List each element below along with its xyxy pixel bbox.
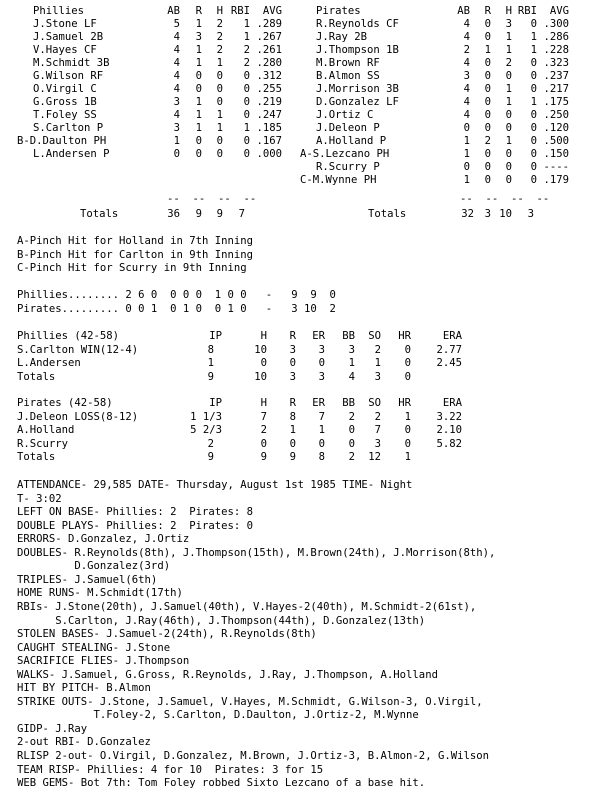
phillies_box-stat-cell: 1 (216, 109, 223, 121)
pirates_box-stat-cell: .323 (543, 57, 569, 69)
phillies_box-stat-cell: .219 (256, 96, 282, 108)
phillies_box-stat-cell: 1 (243, 18, 250, 30)
phillies_box-stat-cell: 4 (173, 109, 180, 121)
pirates_box-stat-cell: 1 (463, 135, 470, 147)
phillies_pitching-stat-cell: 2.45 (436, 357, 462, 369)
phillies_box-stat-cell: 1 (195, 57, 202, 69)
pirates_pitching-header: Pirates (42-58) (17, 397, 113, 409)
phillies_box-team-header: Phillies (33, 5, 85, 17)
pirates-total-value: 3 (527, 208, 534, 220)
pirates_box-stat-cell: 0 (484, 174, 491, 186)
pinch-hit-note: B-Pinch Hit for Carlton in 9th Inning (17, 248, 253, 261)
pirates_box-player-name: M.Brown RF (316, 57, 380, 69)
phillies_box-stat-cell: .261 (256, 44, 282, 56)
game-note-line: ATTENDANCE- 29,585 DATE- Thursday, August 1st 1985 TIME- Night (17, 479, 413, 491)
pirates_box-stat-cell: 1 (505, 83, 512, 95)
pirates_pitching-stat-cell: 0 (318, 437, 325, 450)
pirates_box-stat-cell: 2 (484, 135, 491, 147)
pirates_pitching-col-header: ERA (442, 397, 462, 409)
game-note-line: T- 3:02 (17, 492, 62, 505)
phillies_pitching-col-header: R (289, 330, 296, 342)
pirates_pitching-col-header: HR (398, 397, 411, 409)
pirates_pitching-stat-cell: 9 (207, 451, 214, 463)
phillies_pitching-stat-cell: 0 (404, 370, 411, 383)
phillies-total-value: 7 (238, 208, 245, 220)
pirates_box-player-name: J.Deleon P (316, 122, 380, 134)
phillies_pitching-stat-cell: 0 (260, 357, 267, 369)
game-note-line: CAUGHT STEALING- J.Stone (17, 641, 171, 654)
phillies_box-stat-cell: 3 (173, 122, 180, 134)
pirates_box-col-header: H (505, 5, 512, 17)
phillies_box-stat-cell: 0 (243, 70, 250, 82)
phillies_pitching-stat-cell: 3 (289, 343, 296, 356)
game-note-line: RBIs- J.Stone(20th), J.Samuel(40th), V.Hayes-2(40th), M.Schmidt-2(61st), (17, 600, 477, 613)
phillies_pitching-stat-cell: 3 (289, 370, 296, 383)
phillies_pitching-stat-cell: 3 (348, 343, 355, 356)
pirates_box-stat-cell: 0 (530, 18, 537, 30)
phillies_box-stat-cell: .247 (256, 109, 282, 121)
phillies_box-stat-cell: .167 (256, 135, 282, 147)
phillies_pitching-stat-cell: 0 (318, 357, 325, 369)
pirates_box-stat-cell: 0 (484, 18, 491, 30)
phillies_box-stat-cell: 1 (195, 122, 202, 134)
pirates_box-stat-cell: 0 (484, 109, 491, 121)
pirates_box-stat-cell: 3 (463, 70, 470, 82)
pirates_box-player-name: R.Scurry P (316, 161, 380, 173)
phillies_box-stat-cell: 0 (243, 135, 250, 147)
phillies-totals-label: Totals (80, 208, 119, 220)
pirates_box-col-header: RBI (517, 5, 537, 17)
pirates_box-stat-cell: 0 (463, 122, 470, 134)
phillies_box-stat-cell: 4 (173, 57, 180, 69)
pirates_box-stat-cell: 0 (530, 122, 537, 134)
pirates_pitching-stat-cell: 2 (348, 451, 355, 463)
phillies_box-stat-cell: 0 (195, 135, 202, 147)
pirates_box-player-name: J.Ortiz C (316, 109, 374, 121)
phillies_pitching-header: Phillies (42-58) (17, 330, 120, 342)
pirates_box-stat-cell: 0 (505, 148, 512, 160)
pirates_box-stat-cell: ---- (543, 161, 569, 173)
pirates_box-stat-cell: .217 (543, 83, 569, 95)
pirates_box-stat-cell: 0 (530, 135, 537, 147)
pirates_box-stat-cell: 0 (484, 31, 491, 43)
game-note-line: GIDP- J.Ray (17, 722, 88, 735)
pirates_box-stat-cell: 4 (463, 57, 470, 69)
game-note-line: TEAM RISP- Phillies: 4 for 10 Pirates: 3 for 15 (17, 763, 324, 776)
pirates_box-stat-cell: 0 (505, 109, 512, 121)
phillies_box-stat-cell: 2 (216, 31, 223, 43)
phillies_pitching-stat-cell: 2.77 (436, 343, 462, 356)
pirates_box-stat-cell: 1 (530, 31, 537, 43)
phillies_box-stat-cell: 0 (173, 148, 180, 160)
pirates_box-player-name: A.Holland P (316, 135, 387, 147)
pirates_box-stat-cell: 1 (530, 44, 537, 56)
phillies_pitching-stat-cell: 8 (207, 343, 214, 356)
pirates_box-stat-cell: 4 (463, 96, 470, 108)
phillies_pitching-col-header: ERA (442, 330, 462, 342)
phillies_box-stat-cell: 1 (195, 18, 202, 30)
phillies_pitching-stat-cell: 0 (289, 357, 296, 369)
phillies_box-player-name: M.Schmidt 3B (33, 57, 110, 69)
phillies_box-player-name: S.Carlton P (33, 122, 104, 134)
pirates_box-stat-cell: 4 (463, 18, 470, 30)
pirates_pitching-pitcher-name: J.Deleon LOSS(8-12) (17, 410, 139, 423)
pirates_pitching-stat-cell: 3.22 (436, 410, 462, 423)
pirates_box-stat-cell: 3 (505, 18, 512, 30)
pirates_pitching-stat-cell: 0 (404, 437, 411, 450)
pirates_pitching-stat-cell: 3 (374, 437, 381, 450)
pirates_pitching-stat-cell: 1 (289, 424, 296, 436)
pirates_box-stat-cell: 1 (530, 96, 537, 108)
phillies_pitching-stat-cell: 3 (318, 343, 325, 356)
phillies-total-value: 9 (216, 208, 223, 220)
pirates_box-player-name: D.Gonzalez LF (316, 96, 399, 108)
phillies_box-stat-cell: 0 (216, 70, 223, 82)
pirates_pitching-stat-cell: 0 (348, 437, 355, 450)
phillies_box-col-header: AB (167, 5, 180, 17)
phillies_box-player-name: J.Samuel 2B (33, 31, 104, 43)
phillies_box-stat-cell: .289 (256, 18, 282, 30)
pirates_box-stat-cell: 1 (505, 31, 512, 43)
game-note-line: T.Foley-2, S.Carlton, D.Daulton, J.Ortiz-2, M.Wynne (17, 709, 419, 722)
pirates_box-stat-cell: 0 (463, 161, 470, 173)
game-note-line: WEB GEMS- Bot 7th: Tom Foley robbed Sixto Lezcano of a base hit. (17, 777, 426, 790)
phillies_box-stat-cell: 0 (243, 109, 250, 121)
game-note-line: WALKS- J.Samuel, G.Gross, R.Reynolds, J.Ray, J.Thompson, A.Holland (17, 668, 438, 681)
pirates_box-stat-cell: 4 (463, 31, 470, 43)
phillies_pitching-col-header: H (260, 330, 267, 342)
phillies_box-col-header: RBI (230, 5, 250, 17)
phillies_box-stat-cell: 0 (243, 83, 250, 95)
game-note-line: DOUBLES- R.Reynolds(8th), J.Thompson(15th), M.Brown(24th), J.Morrison(8th), (17, 546, 496, 559)
phillies_pitching-stat-cell: 2 (374, 343, 381, 356)
pirates_pitching-stat-cell: 8 (318, 451, 325, 463)
pirates_box-stat-cell: 1 (484, 44, 491, 56)
pirates-total-value: 32 (461, 208, 474, 220)
pirates_box-stat-cell: 0 (484, 161, 491, 173)
pirates_box-stat-cell: 0 (530, 57, 537, 69)
phillies_box-stat-cell: 0 (243, 148, 250, 160)
phillies_box-col-header: R (195, 5, 202, 17)
pirates-total-value: 3 (484, 208, 491, 220)
pirates_pitching-col-header: BB (342, 397, 355, 409)
pirates_box-stat-cell: .237 (543, 70, 569, 82)
pirates_pitching-stat-cell: 0 (260, 437, 267, 450)
pirates_box-stat-cell: 1 (463, 148, 470, 160)
pirates_pitching-stat-cell: 2 (207, 437, 214, 450)
phillies_box-stat-cell: 2 (243, 44, 250, 56)
pirates_box-stat-cell: 4 (463, 83, 470, 95)
phillies_box-stat-cell: 1 (173, 135, 180, 147)
phillies_pitching-stat-cell: 0 (404, 343, 411, 356)
phillies_box-col-header: AVG (262, 5, 282, 17)
game-note-line: ERRORS- D.Gonzalez, J.Ortiz (17, 533, 190, 546)
phillies_pitching-stat-cell: 1 (374, 357, 381, 369)
pirates_box-stat-cell: 1 (505, 44, 512, 56)
phillies_box-player-name: L.Andersen P (33, 148, 110, 160)
pirates_box-stat-cell: 0 (484, 70, 491, 82)
phillies_box-stat-cell: 0 (216, 148, 223, 160)
phillies_box-player-name: T.Foley SS (33, 109, 97, 121)
pirates_box-stat-cell: .250 (543, 109, 569, 121)
pinch-hit-note: A-Pinch Hit for Holland in 7th Inning (17, 235, 253, 247)
pirates_pitching-pitcher-name: A.Holland (17, 424, 75, 436)
game-note-line: D.Gonzalez(3rd) (17, 560, 171, 573)
pirates_box-stat-cell: 1 (505, 96, 512, 108)
phillies_box-stat-cell: 1 (195, 44, 202, 56)
pirates_box-player-name: B.Almon SS (316, 70, 380, 82)
phillies_pitching-col-header: HR (398, 330, 411, 342)
phillies_pitching-col-header: ER (312, 330, 325, 342)
pirates_box-stat-cell: 0 (530, 161, 537, 173)
pirates_pitching-stat-cell: 0 (404, 424, 411, 436)
phillies_pitching-stat-cell: 3 (318, 370, 325, 383)
pirates_box-stat-cell: 0 (530, 148, 537, 160)
pirates_box-player-name: J.Thompson 1B (316, 44, 399, 56)
pirates_box-stat-cell: 4 (463, 109, 470, 121)
phillies_box-stat-cell: .267 (256, 31, 282, 43)
pirates_pitching-stat-cell: 0 (348, 424, 355, 436)
pirates_pitching-stat-cell: 7 (318, 410, 325, 423)
phillies_box-stat-cell: 1 (195, 96, 202, 108)
pirates_box-stat-cell: 2 (463, 44, 470, 56)
pirates_pitching-stat-cell: 1 (404, 410, 411, 423)
pirates_pitching-stat-cell: 2.10 (436, 424, 462, 436)
phillies_pitching-stat-cell: 1 (207, 357, 214, 369)
pirates_box-player-name: A-S.Lezcano PH (300, 148, 390, 160)
phillies_box-stat-cell: 0 (243, 96, 250, 108)
pirates_box-stat-cell: .150 (543, 148, 569, 160)
pirates_pitching-stat-cell: 12 (368, 451, 381, 463)
pirates_box-stat-cell: 0 (484, 96, 491, 108)
phillies_box-stat-cell: 1 (243, 122, 250, 134)
pirates_pitching-stat-cell: 1 (318, 424, 325, 436)
pirates_box-stat-cell: 0 (484, 57, 491, 69)
phillies_pitching-col-header: SO (368, 330, 381, 342)
phillies_box-stat-cell: 1 (216, 57, 223, 69)
pirates_box-stat-cell: 0 (530, 83, 537, 95)
phillies-totals-dashes: -- -- -- -- (167, 193, 257, 205)
phillies_box-player-name: V.Hayes CF (33, 44, 97, 56)
pirates_pitching-stat-cell: 8 (289, 410, 296, 423)
pirates_box-col-header: AB (457, 5, 470, 17)
pirates_box-col-header: R (484, 5, 491, 17)
pirates_box-stat-cell: 0 (484, 148, 491, 160)
phillies_box-stat-cell: 1 (243, 31, 250, 43)
pirates_box-stat-cell: 0 (530, 70, 537, 82)
pirates_box-stat-cell: .300 (543, 18, 569, 30)
pirates_box-player-name: J.Ray 2B (316, 31, 368, 43)
phillies_pitching-stat-cell: 4 (348, 370, 355, 383)
phillies_box-stat-cell: 1 (216, 122, 223, 134)
pirates_pitching-pitcher-name: Totals (17, 451, 56, 463)
pirates_pitching-stat-cell: 5 2/3 (190, 424, 222, 436)
pirates_pitching-stat-cell: 9 (289, 451, 296, 463)
phillies_pitching-stat-cell: 9 (207, 370, 214, 383)
phillies_box-stat-cell: .312 (256, 70, 282, 82)
game-note-line: DOUBLE PLAYS- Phillies: 2 Pirates: 0 (17, 519, 253, 532)
pirates_box-stat-cell: .175 (543, 96, 569, 108)
pirates_box-player-name: R.Reynolds CF (316, 18, 399, 30)
phillies_box-stat-cell: 3 (173, 96, 180, 108)
pirates-totals-dashes: -- -- -- -- (460, 193, 550, 205)
pirates_box-col-header: AVG (549, 5, 569, 17)
phillies_pitching-col-header: BB (342, 330, 355, 342)
phillies-total-value: 9 (195, 208, 202, 220)
phillies_pitching-pitcher-name: S.Carlton WIN(12-4) (17, 343, 139, 356)
phillies_pitching-stat-cell: 0 (404, 357, 411, 369)
pirates_pitching-stat-cell: 1 1/3 (190, 410, 222, 423)
pirates_box-stat-cell: 1 (505, 135, 512, 147)
phillies_box-stat-cell: .255 (256, 83, 282, 95)
pirates_box-stat-cell: 0 (530, 109, 537, 121)
phillies_box-stat-cell: 0 (216, 83, 223, 95)
pirates_pitching-stat-cell: 7 (374, 424, 381, 436)
pirates_pitching-pitcher-name: R.Scurry (17, 437, 69, 450)
phillies_box-stat-cell: 2 (216, 18, 223, 30)
phillies_box-stat-cell: .280 (256, 57, 282, 69)
phillies_box-stat-cell: 4 (173, 83, 180, 95)
pirates_box-stat-cell: 0 (530, 174, 537, 186)
pirates_box-stat-cell: 0 (505, 122, 512, 134)
pirates_box-stat-cell: 1 (463, 174, 470, 186)
phillies_box-stat-cell: 4 (173, 44, 180, 56)
phillies_box-stat-cell: 0 (195, 70, 202, 82)
phillies_box-stat-cell: 5 (173, 18, 180, 30)
pirates_pitching-col-header: IP (209, 397, 222, 409)
pirates_pitching-stat-cell: 0 (289, 437, 296, 450)
pirates-total-value: 10 (499, 208, 512, 220)
phillies_pitching-pitcher-name: Totals (17, 370, 56, 383)
game-note-line: RLISP 2-out- O.Virgil, D.Gonzalez, M.Brown, J.Ortiz-3, B.Almon-2, G.Wilson (17, 750, 489, 762)
phillies_pitching-stat-cell: 10 (254, 370, 267, 383)
pirates_box-stat-cell: 0 (484, 83, 491, 95)
pirates_pitching-col-header: SO (368, 397, 381, 409)
game-note-line: STRIKE OUTS- J.Stone, J.Samuel, V.Hayes, M.Schmidt, G.Wilson-3, O.Virgil, (17, 695, 483, 708)
game-note-line: SACRIFICE FLIES- J.Thompson (17, 655, 190, 668)
linescore-row: Pirates......... 0 0 1 0 1 0 0 1 0 - 3 10 2 (17, 302, 336, 315)
phillies_box-col-header: H (216, 5, 223, 17)
game-note-line: HIT BY PITCH- B.Almon (17, 682, 151, 695)
game-note-line: 2-out RBI- D.Gonzalez (17, 736, 151, 749)
phillies_box-player-name: G.Wilson RF (33, 70, 104, 82)
game-note-line: S.Carlton, J.Ray(46th), J.Thompson(44th), D.Gonzalez(13th) (17, 614, 426, 627)
phillies_box-stat-cell: 0 (216, 96, 223, 108)
phillies_box-stat-cell: 1 (195, 109, 202, 121)
phillies_box-player-name: B-D.Daulton PH (17, 135, 107, 147)
pirates_pitching-stat-cell: 5.82 (436, 437, 462, 450)
game-note-line: LEFT ON BASE- Phillies: 2 Pirates: 8 (17, 506, 253, 519)
pirates_box-stat-cell: 2 (505, 57, 512, 69)
phillies_box-stat-cell: 0 (216, 135, 223, 147)
pirates_pitching-stat-cell: 2 (260, 424, 267, 436)
pirates_pitching-col-header: ER (312, 397, 325, 409)
phillies_box-stat-cell: 2 (216, 44, 223, 56)
linescore-row: Phillies........ 2 6 0 0 0 0 1 0 0 - 9 9 0 (17, 289, 336, 301)
game-note-line: TRIPLES- J.Samuel(6th) (17, 573, 158, 586)
pirates_box-stat-cell: 0 (505, 174, 512, 186)
phillies_box-player-name: O.Virgil C (33, 83, 97, 95)
pirates_pitching-col-header: H (260, 397, 267, 409)
pinch-hit-note: C-Pinch Hit for Scurry in 9th Inning (17, 262, 247, 274)
pirates_box-player-name: J.Morrison 3B (316, 83, 399, 95)
phillies_pitching-col-header: IP (209, 330, 222, 342)
pirates_box-stat-cell: .179 (543, 174, 569, 186)
pirates_pitching-col-header: R (289, 397, 296, 409)
phillies_pitching-stat-cell: 1 (348, 357, 355, 369)
pirates_box-stat-cell: 0 (505, 161, 512, 173)
pirates_pitching-stat-cell: 1 (404, 451, 411, 463)
pirates_pitching-stat-cell: 7 (260, 410, 267, 423)
phillies_box-stat-cell: 0 (195, 83, 202, 95)
pirates_box-player-name: C-M.Wynne PH (300, 174, 377, 186)
pirates_box-stat-cell: 0 (505, 70, 512, 82)
pirates_box-stat-cell: 0 (484, 122, 491, 134)
phillies_box-stat-cell: 2 (243, 57, 250, 69)
phillies_box-stat-cell: .185 (256, 122, 282, 134)
phillies_box-stat-cell: 0 (195, 148, 202, 160)
phillies_box-stat-cell: .000 (256, 148, 282, 160)
pirates_box-team-header: Pirates (316, 5, 361, 17)
phillies_box-stat-cell: 3 (195, 31, 202, 43)
game-note-line: STOLEN BASES- J.Samuel-2(24th), R.Reynolds(8th) (17, 628, 317, 641)
phillies-total-value: 36 (167, 208, 180, 220)
pirates_pitching-stat-cell: 9 (260, 451, 267, 463)
game-note-line: HOME RUNS- M.Schmidt(17th) (17, 587, 183, 600)
pirates_pitching-stat-cell: 2 (374, 410, 381, 423)
phillies_box-stat-cell: 4 (173, 31, 180, 43)
pirates_pitching-stat-cell: 2 (348, 410, 355, 423)
phillies_box-player-name: G.Gross 1B (33, 96, 97, 108)
phillies_pitching-stat-cell: 3 (374, 370, 381, 383)
phillies_pitching-pitcher-name: L.Andersen (17, 357, 81, 369)
phillies_pitching-stat-cell: 10 (254, 343, 267, 356)
phillies_box-stat-cell: 4 (173, 70, 180, 82)
pirates-totals-label: Totals (368, 208, 407, 220)
phillies_box-player-name: J.Stone LF (33, 18, 97, 30)
pirates_box-stat-cell: .500 (543, 135, 569, 147)
pirates_box-stat-cell: .228 (543, 44, 569, 56)
pirates_box-stat-cell: .286 (543, 31, 569, 43)
pirates_box-stat-cell: .120 (543, 122, 569, 134)
